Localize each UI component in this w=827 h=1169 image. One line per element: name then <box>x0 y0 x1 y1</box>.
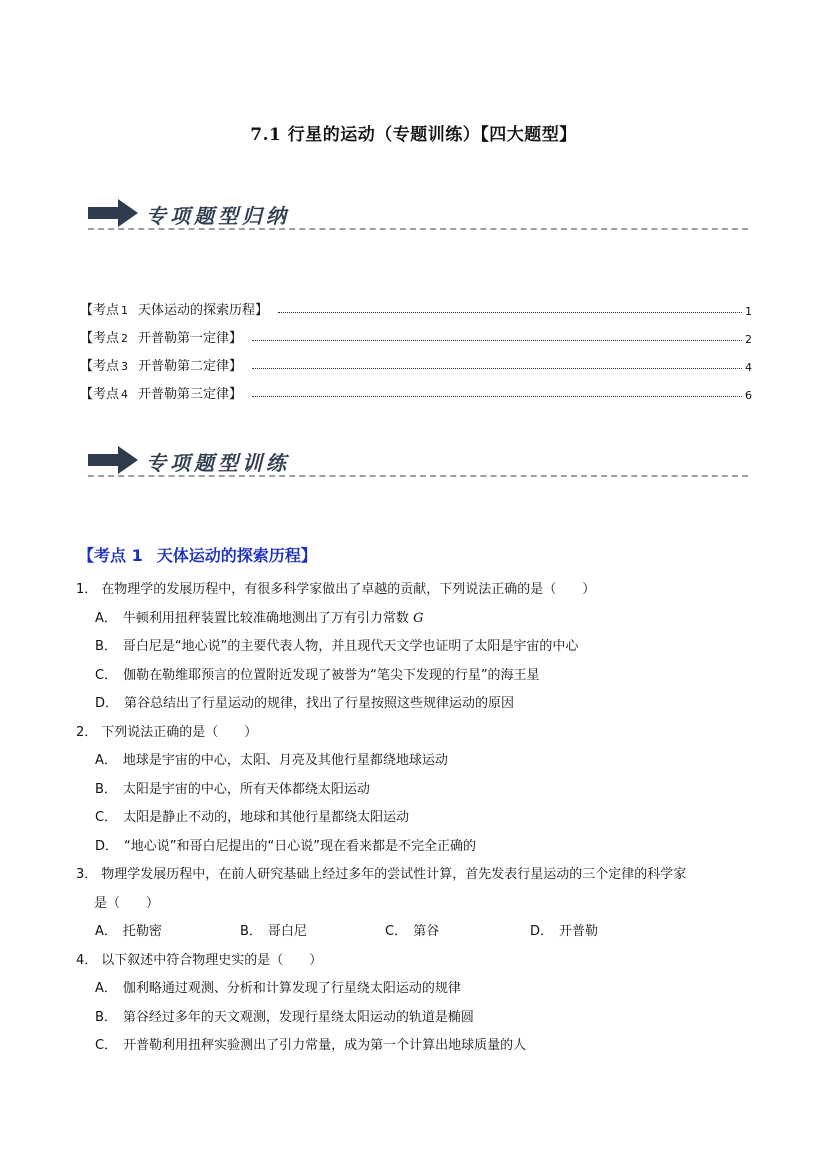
toc-entry[interactable] <box>80 346 752 374</box>
answer-option[interactable]: C． 开普勒利用扭秤实验测出了引力常量，成为第一个计算出地球质量的人 <box>95 1038 527 1053</box>
toc-entry-label: 【考点 4 开普勒第三定律】 <box>80 387 243 402</box>
question-stem: 2． 下列说法正确的是（ ） <box>76 724 258 740</box>
arrow-icon <box>88 445 140 475</box>
toc-entry[interactable] <box>80 290 752 318</box>
question-stem-continued: 是（ ） <box>94 895 160 911</box>
answer-option[interactable]: C． 第谷 <box>385 924 440 939</box>
banner-divider <box>88 228 748 230</box>
arrow-icon <box>88 198 140 228</box>
banner-divider <box>88 475 748 477</box>
answer-option[interactable]: B． 哥白尼是“地心说”的主要代表人物，并且现代天文学也证明了太阳是宇宙的中心 <box>95 639 579 654</box>
question <box>76 861 756 947</box>
toc-entry-label: 【考点 3 开普勒第二定律】 <box>80 359 243 374</box>
toc-page-number: 4 <box>745 361 752 374</box>
question <box>76 719 756 862</box>
section-banner-summary <box>88 196 748 236</box>
answer-option[interactable]: D． 第谷总结出了行星运动的规律，找出了行星按照这些规律运动的原因 <box>95 696 515 711</box>
question-list <box>76 576 756 1061</box>
toc-page-number: 6 <box>745 389 752 402</box>
section-heading: 【考点 1 天体运动的探索历程】 <box>78 546 317 565</box>
question <box>76 947 756 1061</box>
answer-option[interactable]: D． 开普勒 <box>530 924 599 939</box>
answer-option[interactable]: C． 伽勒在勒维耶预言的位置附近发现了被誉为“笔尖下发现的行星”的海王星 <box>95 667 540 683</box>
toc-entry-label: 【考点 2 开普勒第一定律】 <box>80 331 243 346</box>
toc-entry[interactable] <box>80 318 752 346</box>
question <box>76 576 756 719</box>
answer-option[interactable]: C． 太阳是静止不动的，地球和其他行星都绕太阳运动 <box>95 810 410 825</box>
toc-entry[interactable] <box>80 374 752 402</box>
toc-page-number: 2 <box>745 333 752 346</box>
question-stem: 4． 以下叙述中符合物理史实的是（ ） <box>76 952 323 968</box>
banner-title: 专项题型训练 <box>146 451 290 475</box>
answer-option[interactable]: A． 地球是宇宙的中心，太阳、月亮及其他行星都绕地球运动 <box>95 753 448 768</box>
answer-option[interactable]: A． 牛顿利用扭秤装置比较准确地测出了万有引力常数 G <box>95 610 424 626</box>
table-of-contents <box>80 290 752 402</box>
question-stem: 1． 在物理学的发展历程中，有很多科学家做出了卓越的贡献，下列说法正确的是（ ） <box>76 582 596 597</box>
toc-leader-dots <box>252 395 742 397</box>
page-title: 7.1 行星的运动（专题训练）【四大题型】 <box>250 125 577 145</box>
toc-entry-label: 【考点 1 天体运动的探索历程】 <box>80 303 269 318</box>
answer-option[interactable]: A． 托勒密 <box>95 924 162 939</box>
question-stem: 3． 物理学发展历程中，在前人研究基础上经过多年的尝试性计算，首先发表行星运动的三个定律的科学家 <box>76 867 687 882</box>
toc-leader-dots <box>252 339 742 341</box>
toc-page-number: 1 <box>745 305 752 318</box>
answer-option[interactable]: A． 伽利略通过观测、分析和计算发现了行星绕太阳运动的规律 <box>95 981 461 996</box>
toc-leader-dots <box>252 367 742 369</box>
section-banner-training <box>88 443 748 483</box>
toc-leader-dots <box>278 311 742 313</box>
answer-option[interactable]: B． 第谷经过多年的天文观测，发现行星绕太阳运动的轨道是椭圆 <box>95 1009 474 1025</box>
answer-option[interactable]: B． 太阳是宇宙的中心，所有天体都绕太阳运动 <box>95 781 370 797</box>
answer-option[interactable]: B． 哥白尼 <box>240 924 307 939</box>
answer-option[interactable]: D． “地心说”和哥白尼提出的“日心说”现在看来都是不完全正确的 <box>95 838 476 854</box>
answer-option-row <box>76 918 756 947</box>
banner-title: 专项题型归纳 <box>146 204 290 228</box>
